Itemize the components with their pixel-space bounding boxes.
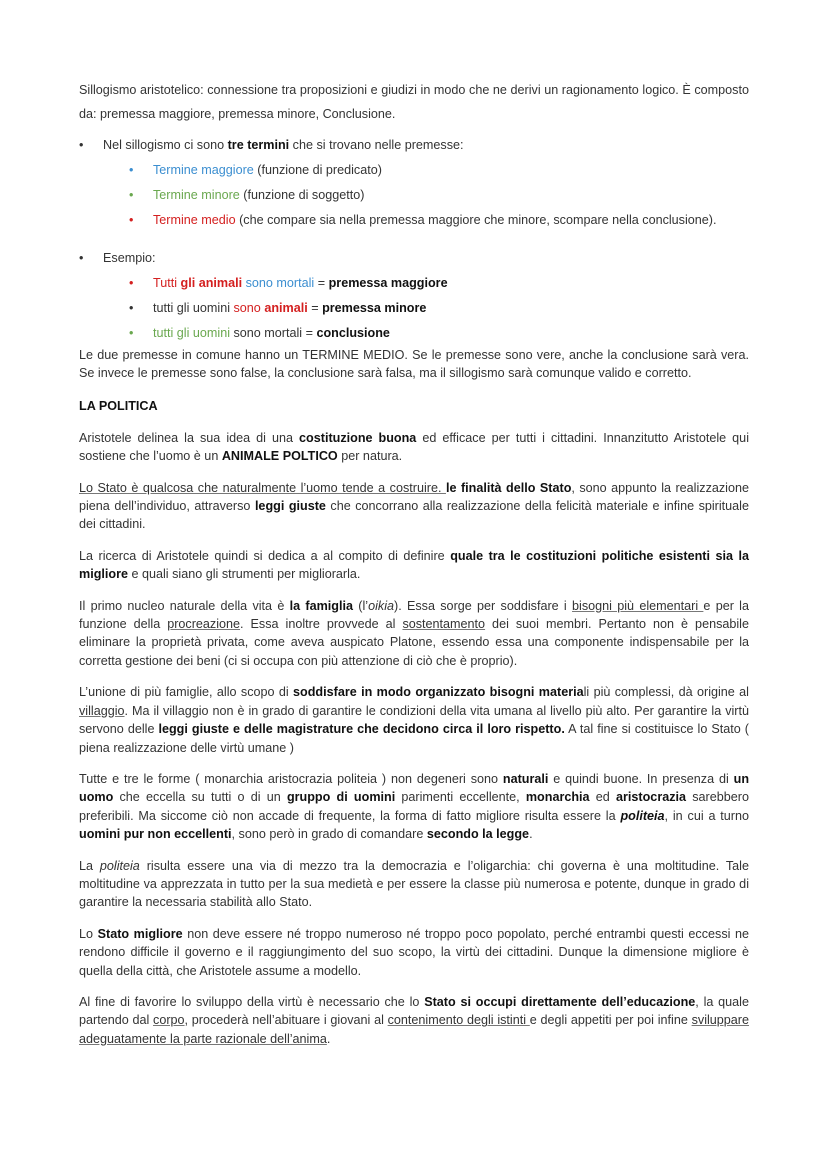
paragraph xyxy=(79,597,749,671)
text-run: villaggio xyxy=(79,703,125,718)
text-run: Sillogismo aristotelico: connessione tra proposizioni e giudizi in modo che ne derivi un ragionamento logico. È composto da: premessa maggiore, premessa minore, Conclusione. xyxy=(79,83,749,121)
list-item xyxy=(79,299,749,317)
text-run: e quali siano gli strumenti per migliorarla. xyxy=(128,567,361,582)
syllogism-definition xyxy=(79,78,749,126)
text-run: La xyxy=(79,858,100,873)
text-run: che si trovano nelle premesse: xyxy=(289,138,464,152)
text-run: che concorrano alla realizzazione della felicità materiale e infine spirituale dei cittadini. xyxy=(79,499,749,532)
text-run: corpo xyxy=(153,1013,185,1028)
document-page xyxy=(79,78,749,1061)
text-run: e quindi buone. In presenza di xyxy=(548,771,734,786)
text-run: (che compare sia nella premessa maggiore che minore, scompare nella conclusione). xyxy=(235,213,717,227)
example-bullet xyxy=(79,249,749,267)
text-run: = xyxy=(307,301,323,315)
example-sublist xyxy=(79,274,749,342)
section-heading: LA POLITICA xyxy=(79,398,158,413)
text-run: tutti gli uomini xyxy=(153,326,230,340)
text-run: (funzione di soggetto) xyxy=(239,188,365,202)
text-run: li più complessi, dà origine al xyxy=(583,685,749,700)
text-run: sviluppare adeguatamente la parte razionale dell’anima xyxy=(79,1013,749,1046)
text-run: , la quale partendo dal xyxy=(79,994,749,1028)
paragraph xyxy=(79,429,749,466)
text-run: , procederà nell’abituare i giovani al xyxy=(184,1013,388,1028)
paragraph xyxy=(79,770,749,844)
paragraph xyxy=(79,547,749,584)
text-run: Termine minore xyxy=(153,188,240,202)
text-run: sostentamento xyxy=(402,617,486,632)
text-run: Lo xyxy=(79,926,98,941)
text-run: , in cui a turno xyxy=(664,808,749,823)
bullet-icon: • xyxy=(129,276,134,290)
text-run: e per la funzione della xyxy=(79,598,749,632)
bullet-icon: • xyxy=(129,301,134,315)
text-run: risulta essere una via di mezzo tra la democrazia e l’oligarchia: chi governa è una moltitudine. Tale moltitudine va apprezzata in tutto per la sua medietà e per essere la classe più numerosa e potente, dunque in grado di garantire la necessaria stabilità allo Stato. xyxy=(79,858,749,910)
text-run: ed efficace per tutti i cittadini. Innanzitutto Aristotele qui sostiene che l’uomo è un xyxy=(79,430,749,464)
text-run: animali xyxy=(264,301,308,315)
text-run: politeia xyxy=(620,808,665,823)
bullet-icon: • xyxy=(79,138,84,152)
list-item xyxy=(79,186,749,204)
bullet-icon: • xyxy=(129,188,134,202)
text-run: Esempio: xyxy=(103,251,156,265)
text-run: per natura. xyxy=(337,449,403,464)
text-run: aristocrazia xyxy=(616,790,687,805)
politics-paragraphs xyxy=(79,429,749,1048)
text-run: naturali xyxy=(502,771,549,786)
text-run: e degli appetiti per poi infine xyxy=(529,1013,692,1028)
text-run: premessa minore xyxy=(322,301,427,315)
text-run: premessa maggiore xyxy=(328,276,448,290)
paragraph xyxy=(79,993,749,1048)
list-item xyxy=(79,161,749,179)
text-run: Aristotele delinea la sua idea di una xyxy=(79,430,300,445)
text-run: secondo la legge xyxy=(426,827,530,842)
text-run: quale tra le costituzioni politiche esistenti sia la migliore xyxy=(79,548,749,582)
text-run: Lo Stato è qualcosa che naturalmente l’uomo tende a costruire. xyxy=(79,480,446,495)
text-run: L’unione di più famiglie, allo scopo di xyxy=(79,685,294,700)
text-run: = xyxy=(314,276,329,290)
bullet-icon: • xyxy=(79,251,84,265)
paragraph xyxy=(79,683,749,757)
text-run: uomini pur non eccellenti xyxy=(79,827,232,842)
text-run: Termine maggiore xyxy=(153,163,254,177)
text-run: la famiglia xyxy=(289,598,354,613)
terms-list xyxy=(79,136,749,154)
text-run: Il primo nucleo naturale della vita è xyxy=(79,598,290,613)
text-run: monarchia xyxy=(525,790,590,805)
text-run: tre termini xyxy=(227,138,290,152)
text-run: contenimento degli istinti xyxy=(387,1013,530,1028)
text-run: . Ma il villaggio non è in grado di garantire le condizioni della vita umana al livello più alto. Per garantire la virtù servono delle xyxy=(79,703,749,737)
text-run: sono xyxy=(233,301,265,315)
text-run: oikia xyxy=(368,598,394,613)
text-run: politeia xyxy=(99,858,140,873)
text-run: gli animali xyxy=(180,276,243,290)
middle-term-explanation xyxy=(79,346,749,383)
list-item xyxy=(79,274,749,292)
text-run: bisogni più elementari xyxy=(572,598,704,613)
text-run: ed xyxy=(589,790,617,805)
text-run: Termine medio xyxy=(153,213,236,227)
text-run: che eccella su tutti o di un xyxy=(113,790,287,805)
text-run: sono mortali xyxy=(242,276,315,290)
bullet-icon: • xyxy=(129,213,134,227)
text-run: leggi giuste e delle magistrature che decidono circa il loro rispetto. xyxy=(158,722,565,737)
list-item xyxy=(79,324,749,342)
text-run: Stato si occupi direttamente dell’educazione xyxy=(424,994,696,1009)
example-list xyxy=(79,249,749,267)
text-run: dei suoi membri. Pertanto non è pensabile eliminare la proprietà privata, come aveva auspicato Platone, essendo essa una componente indispensabile per la corretta gestione dei beni (ci si occupa con più attenzione di ciò che è proprio). xyxy=(79,617,749,668)
text-run: costituzione buona xyxy=(299,430,417,445)
terms-bullet xyxy=(79,136,749,154)
terms-sublist xyxy=(79,161,749,229)
text-run: tutti gli uomini xyxy=(153,301,234,315)
text-run: un uomo xyxy=(79,771,750,805)
text-run: sarebbero preferibili. Ma siccome ciò non accade di frequente, la forma di fatto migliore risulta essere la xyxy=(79,790,749,823)
text-run: , sono però in grado di comandare xyxy=(231,827,427,842)
paragraph xyxy=(79,857,749,912)
text-run: ). Essa sorge per soddisfare i xyxy=(394,598,573,613)
text-run: sono mortali = xyxy=(230,326,317,340)
text-run: (funzione di predicato) xyxy=(253,163,382,177)
bullet-icon: • xyxy=(129,326,134,340)
text-run: . xyxy=(326,1031,331,1046)
bullet-icon: • xyxy=(129,163,134,177)
text-run: Tutte e tre le forme ( monarchia aristocrazia politeia ) non degeneri sono xyxy=(79,771,503,786)
text-run: A tal fine si costituisce lo Stato ( piena realizzazione delle virtù umane ) xyxy=(79,722,749,755)
text-run: gruppo di uomini xyxy=(286,790,396,805)
text-run: procreazione xyxy=(167,617,241,632)
text-run: , sono appunto la realizzazione piena dell’individuo, attraverso xyxy=(79,480,749,514)
text-run: . Essa inoltre provvede al xyxy=(240,617,403,632)
text-run: soddisfare in modo organizzato bisogni materia xyxy=(293,685,584,700)
text-run: Le due premesse in comune hanno un TERMINE MEDIO. Se le premesse sono vere, anche la conclusione sarà vera. Se invece le premesse sono false, la conclusione sarà falsa, ma il sillogismo sarà comunque valido e corretto. xyxy=(79,348,749,381)
text-run: Nel sillogismo ci sono xyxy=(103,138,228,152)
paragraph xyxy=(79,925,749,980)
text-run: ANIMALE POLTICO xyxy=(221,449,338,464)
text-run: le finalità dello Stato xyxy=(445,480,572,495)
text-run: Stato migliore xyxy=(97,926,183,941)
text-run: La ricerca di Aristotele quindi si dedica a al compito di definire xyxy=(79,548,451,563)
text-run: conclusione xyxy=(316,326,390,340)
text-run: Tutti xyxy=(153,276,181,290)
text-run: leggi giuste xyxy=(254,499,326,514)
text-run: (l’ xyxy=(353,598,369,613)
text-run: Al fine di favorire lo sviluppo della virtù è necessario che lo xyxy=(79,994,425,1009)
text-run: . xyxy=(529,827,533,842)
list-item xyxy=(79,211,749,229)
text-run: non deve essere né troppo numeroso né troppo poco popolato, perché entrambi questi eccessi ne rendono difficile il governo e il raggiungimento del suo scopo, la virtù dei cittadini. Dunque la dimensione migliore è quella della città, che Aristotele assume a modello. xyxy=(79,926,749,978)
text-run: parimenti eccellente, xyxy=(395,790,526,805)
paragraph xyxy=(79,479,749,534)
